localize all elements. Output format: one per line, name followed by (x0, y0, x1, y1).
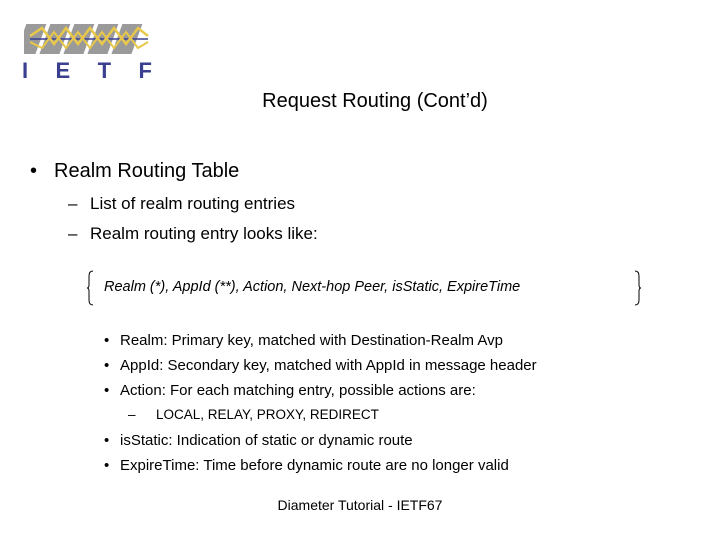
detail-item (104, 457, 509, 474)
detail-text: AppId: Secondary key, matched with AppId in message header (120, 357, 537, 374)
bullet-marker: • (104, 382, 110, 399)
slide-title: Request Routing (Cont’d) (262, 90, 488, 112)
left-brace-icon (86, 270, 94, 306)
detail-text: Realm: Primary key, matched with Destination-Realm Avp (120, 332, 503, 349)
sub-item (68, 224, 318, 244)
sub-item-text: Realm routing entry looks like: (90, 224, 318, 243)
bullet-marker: • (30, 160, 38, 182)
bullet-marker: • (104, 357, 110, 374)
dash-marker: – (68, 224, 78, 243)
detail-text: Action: For each matching entry, possible actions are: (120, 382, 476, 399)
right-brace-icon (634, 270, 642, 306)
sub-item (68, 194, 295, 214)
bullet-marker: • (104, 457, 110, 474)
action-values-text: LOCAL, RELAY, PROXY, REDIRECT (156, 407, 379, 422)
ietf-logo-letters (22, 58, 152, 84)
sub-item-text: List of realm routing entries (90, 194, 296, 213)
logo-letter: T (97, 58, 112, 83)
main-bullet-text: Realm Routing Table (54, 160, 240, 182)
routing-entry-text: Realm (*), AppId (**), Action, Next-hop Peer, isStatic, ExpireTime (104, 279, 521, 295)
logo-letter: E (55, 58, 71, 83)
dash-marker: – (128, 407, 136, 422)
action-values (128, 407, 379, 422)
detail-text: ExpireTime: Time before dynamic route are no longer valid (120, 457, 509, 474)
dash-marker: – (68, 194, 78, 213)
bullet-marker: • (104, 432, 110, 449)
detail-item (104, 332, 503, 349)
logo-letter: F (138, 58, 152, 83)
main-bullet (30, 160, 239, 183)
detail-item (104, 382, 476, 399)
detail-item (104, 432, 413, 449)
slide-footer: Diameter Tutorial - IETF67 (277, 497, 443, 513)
detail-item (104, 357, 537, 374)
detail-text: isStatic: Indication of static or dynamic route (120, 432, 413, 449)
bullet-marker: • (104, 332, 110, 349)
routing-entry-format (86, 270, 642, 306)
logo-letter: I (22, 58, 29, 83)
